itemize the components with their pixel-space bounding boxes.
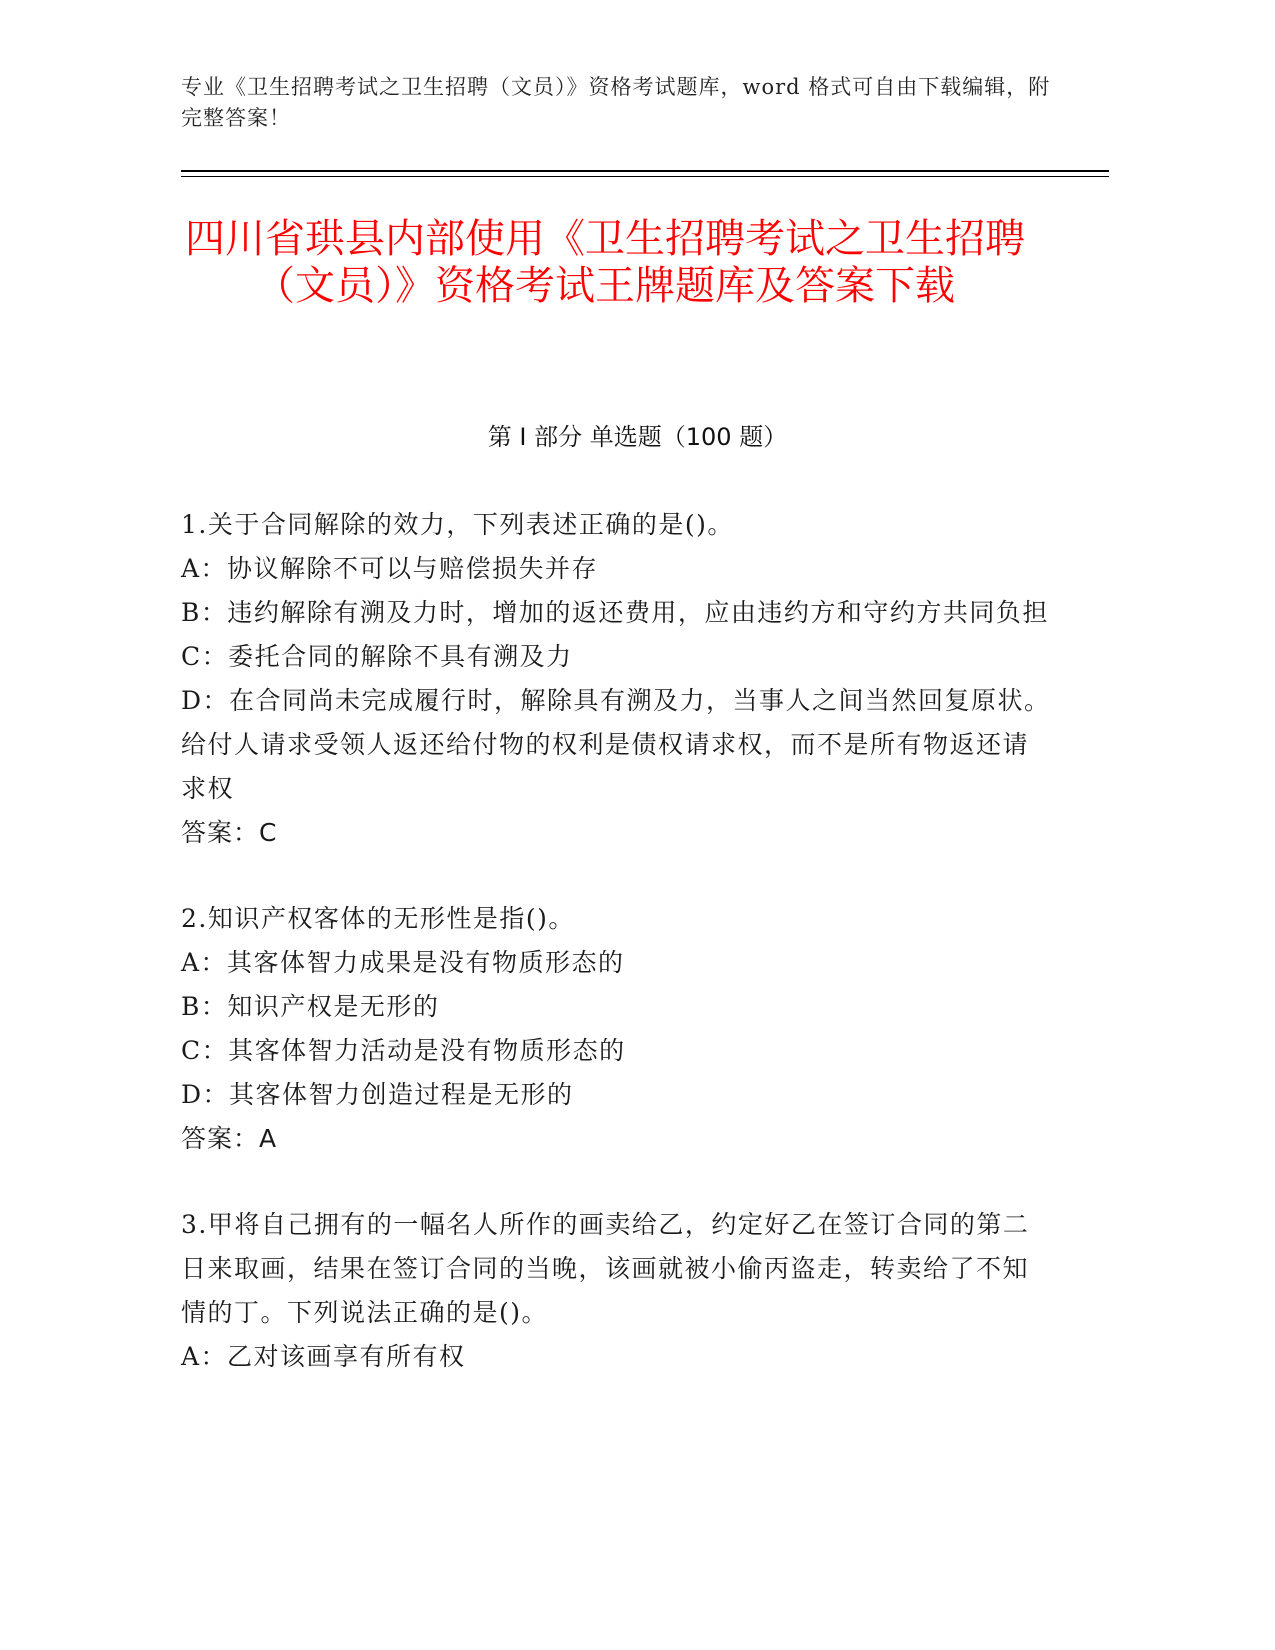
option-d: D：在合同尚未完成履行时，解除具有溯及力，当事人之间当然回复原状。给付人请求受领人返还给付物的权利是债权请求权，而不是所有物返还请求权 (181, 686, 1051, 803)
question-stem: 2.知识产权客体的无形性是指()。 (181, 904, 575, 933)
section-heading: 第 I 部分 单选题（100 题） (487, 423, 788, 451)
header-divider-thick (181, 170, 1109, 172)
question-stem: 3.甲将自己拥有的一幅名人所作的画卖给乙，约定好乙在签订合同的第二日来取画，结果在签订合同的当晚，该画就被小偷丙盗走，转卖给了不知情的丁。下列说法正确的是()。 (181, 1210, 1030, 1327)
option-a: A：其客体智力成果是没有物质形态的 (181, 948, 625, 977)
option-d: D：其客体智力创造过程是无形的 (181, 1080, 574, 1109)
option-a: A：协议解除不可以与赔偿损失并存 (181, 554, 599, 583)
question-2 (181, 897, 1051, 1161)
question-1 (181, 503, 1051, 855)
option-b: B：知识产权是无形的 (181, 992, 440, 1021)
option-a: A：乙对该画享有所有权 (181, 1342, 466, 1371)
option-c: C：委托合同的解除不具有溯及力 (181, 642, 573, 671)
document-title: 四川省珙县内部使用《卫生招聘考试之卫生招聘（文员）》资格考试王牌题库及答案下载 (185, 216, 1025, 309)
question-stem: 1.关于合同解除的效力，下列表述正确的是()。 (181, 510, 734, 539)
question-list (181, 503, 1051, 1421)
answer-label: 答案：A (181, 1124, 278, 1153)
option-b: B：违约解除有溯及力时，增加的返还费用，应由违约方和守约方共同负担 (181, 598, 1049, 627)
answer-label: 答案：C (181, 818, 278, 847)
header-divider-thin (181, 176, 1109, 177)
header-note: 专业《卫生招聘考试之卫生招聘（文员）》资格考试题库，word 格式可自由下载编辑，附完整答案！ (181, 75, 1051, 130)
question-3 (181, 1203, 1051, 1379)
option-c: C：其客体智力活动是没有物质形态的 (181, 1036, 626, 1065)
